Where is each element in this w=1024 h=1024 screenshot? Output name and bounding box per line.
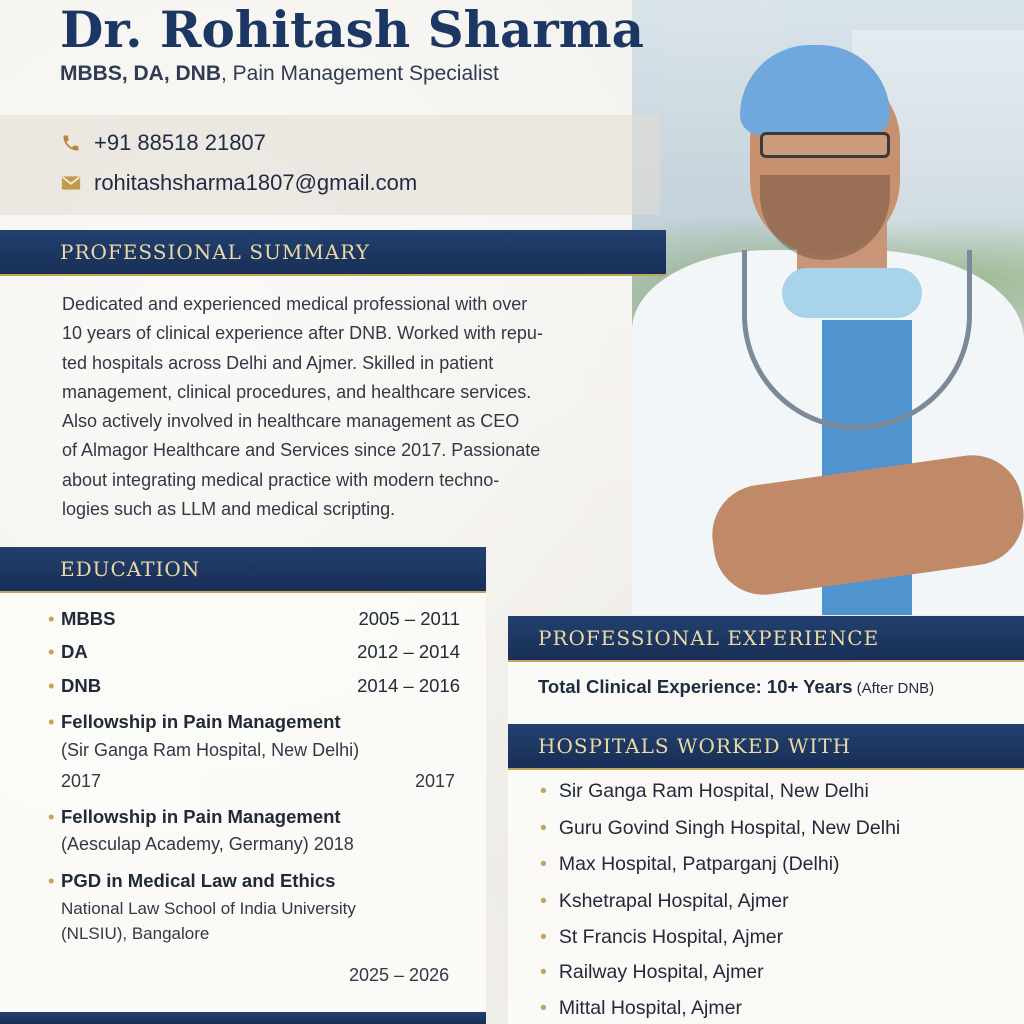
hospital-name: St Francis Hospital, Ajmer xyxy=(558,926,784,948)
degree-name: DNB xyxy=(61,675,102,696)
degree-years: 2014 – 2016 xyxy=(357,675,460,696)
experience-heading-bar xyxy=(508,616,1024,660)
hospital-item: • St Francis Hospital, Ajmer xyxy=(540,926,784,948)
credentials-degrees: MBBS, DA, DNB xyxy=(60,62,221,85)
email-row[interactable] xyxy=(60,170,417,196)
degree-name: MBBS xyxy=(61,608,116,629)
degree-detail: (Aesculap Academy, Germany) 2018 xyxy=(61,834,354,854)
summary-line: logies such as LLM and medical scripting. xyxy=(62,499,396,520)
hospital-item: • Kshetrapal Hospital, Ajmer xyxy=(540,890,789,912)
summary-line: 10 years of clinical experience after DNB. Worked with repu- xyxy=(62,323,543,344)
experience-heading: PROFESSIONAL EXPERIENCE xyxy=(538,626,880,650)
degree-year: 2017 xyxy=(415,771,456,791)
summary-text xyxy=(62,290,627,524)
total-experience-label: Total Clinical Experience: 10+ Years xyxy=(538,676,853,697)
summary-line: ted hospitals across Delhi and Ajmer. Skilled in patient xyxy=(62,352,494,373)
hospital-name: Kshetrapal Hospital, Ajmer xyxy=(558,890,789,912)
doctor-photo xyxy=(632,0,1024,615)
degree-detail: (Sir Ganga Ram Hospital, New Delhi) xyxy=(61,740,360,760)
degree-name: DA xyxy=(61,641,88,662)
summary-heading-bar xyxy=(0,230,666,274)
summary-heading: PROFESSIONAL SUMMARY xyxy=(60,240,370,264)
degree-detail: (NLSIU), Bangalore xyxy=(61,924,210,943)
envelope-icon xyxy=(60,172,82,194)
doctor-name: Dr. Rohitash Sharma xyxy=(60,0,645,59)
education-heading-bar xyxy=(0,547,486,591)
hospital-name: Mittal Hospital, Ajmer xyxy=(558,997,742,1019)
degree-detail: National Law School of India University xyxy=(61,899,356,918)
summary-line: of Almagor Healthcare and Services since 2017. Passionate xyxy=(62,440,541,461)
education-footer-bar xyxy=(0,1012,486,1024)
hospital-name: Sir Ganga Ram Hospital, New Delhi xyxy=(558,780,869,802)
summary-line: about integrating medical practice with modern techno- xyxy=(62,469,500,490)
phone-number: +91 88518 21807 xyxy=(94,130,266,155)
degree-year: 2017 xyxy=(61,771,102,791)
hospital-name: Guru Govind Singh Hospital, New Delhi xyxy=(558,817,901,839)
total-experience xyxy=(538,676,934,698)
total-experience-note: (After DNB) xyxy=(852,680,935,697)
hospital-name: Max Hospital, Patparganj (Delhi) xyxy=(558,853,840,875)
summary-line: Also actively involved in healthcare management as CEO xyxy=(62,411,520,432)
degree-years: 2012 – 2014 xyxy=(357,641,460,662)
degree-name: PGD in Medical Law and Ethics xyxy=(61,870,336,891)
hospital-item: • Mittal Hospital, Ajmer xyxy=(540,997,742,1019)
education-heading: EDUCATION xyxy=(60,557,201,581)
hospitals-heading: HOSPITALS WORKED WITH xyxy=(538,734,852,758)
degree-years: 2025 – 2026 xyxy=(349,965,450,985)
phone-row[interactable] xyxy=(60,130,266,156)
hospitals-heading-bar xyxy=(508,724,1024,768)
degree-years: 2005 – 2011 xyxy=(358,608,460,629)
summary-line: management, clinical procedures, and healthcare services. xyxy=(62,381,532,402)
summary-line: Dedicated and experienced medical professional with over xyxy=(62,294,528,314)
credentials-specialty: , Pain Management Specialist xyxy=(221,62,499,85)
hospital-item: • Sir Ganga Ram Hospital, New Delhi xyxy=(540,780,869,802)
email-address: rohitashsharma1807@gmail.com xyxy=(94,170,418,195)
hospital-item: • Guru Govind Singh Hospital, New Delhi xyxy=(540,817,901,839)
credentials xyxy=(60,62,499,86)
phone-icon xyxy=(60,132,82,154)
degree-name: Fellowship in Pain Management xyxy=(61,806,341,827)
degree-name: Fellowship in Pain Management xyxy=(61,711,341,732)
hospital-item: • Max Hospital, Patparganj (Delhi) xyxy=(540,853,840,875)
hospital-item: • Railway Hospital, Ajmer xyxy=(540,961,764,983)
hospital-name: Railway Hospital, Ajmer xyxy=(558,961,764,983)
